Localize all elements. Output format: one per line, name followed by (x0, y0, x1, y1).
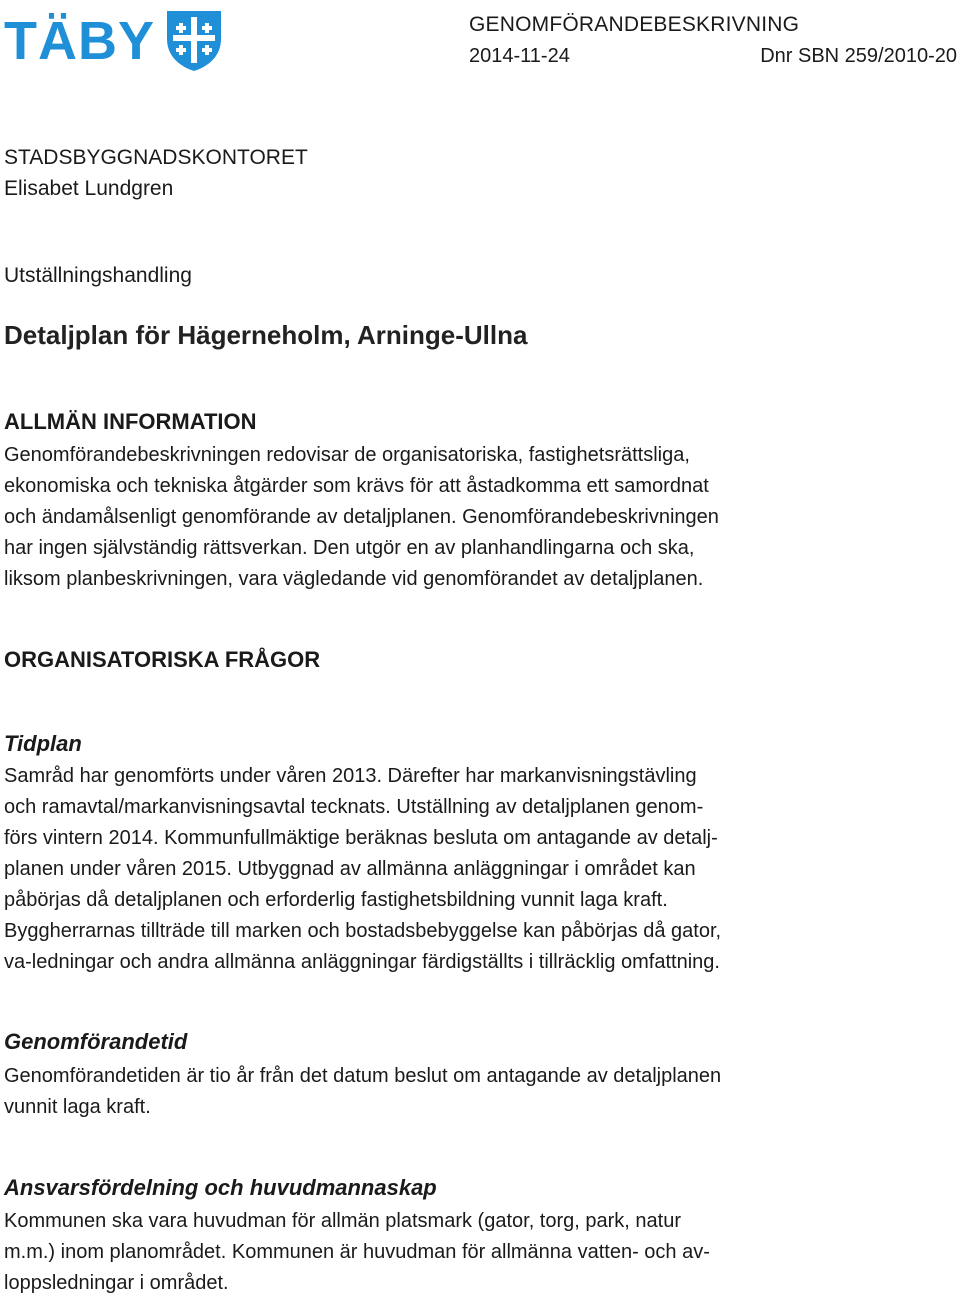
taby-logo (4, 6, 224, 76)
text-line: liksom planbeskrivningen, vara vägledande vid genomförandet av detaljplanen. (4, 568, 704, 590)
text-line: har ingen självständig rättsverkan. Den utgör en av planhandlingarna och ska, (4, 537, 695, 559)
text-line: Genomförandetiden är tio år från det datum beslut om antagande av detaljplanen (4, 1065, 722, 1087)
heading-genomforandetid: Genomförandetid (4, 1029, 188, 1054)
heading-ansvarsfordelning: Ansvarsfördelning och huvudmannaskap (4, 1175, 437, 1200)
text-line: Kommunen ska vara huvudman för allmän platsmark (gator, torg, park, natur (4, 1210, 681, 1232)
paragraph-tidplan (4, 761, 954, 978)
heading-tidplan: Tidplan (4, 731, 82, 756)
document-dnr: Dnr SBN 259/2010-20 (760, 45, 957, 67)
text-line: förs vintern 2014. Kommunfullmäktige beräknas besluta om antagande av detalj- (4, 827, 718, 849)
logo-wordmark: TÄBY (4, 11, 155, 71)
text-line: vunnit laga kraft. (4, 1096, 151, 1118)
heading-organisatoriska-fragor: ORGANISATORISKA FRÅGOR (4, 647, 321, 672)
sender-department: STADSBYGGNADSKONTORET (4, 146, 308, 169)
text-line: Genomförandebeskrivningen redovisar de organisatoriska, fastighetsrättsliga, (4, 444, 690, 466)
text-line: Byggherrarnas tillträde till marken och bostadsbebyggelse kan påbörjas då gator, (4, 920, 722, 942)
taby-crest-icon (165, 9, 223, 73)
text-line: och ändamålsenligt genomförande av detaljplanen. Genomförandebeskrivningen (4, 506, 719, 528)
document-date: 2014-11-24 (469, 45, 570, 67)
heading-allman-information: ALLMÄN INFORMATION (4, 409, 257, 434)
paragraph-genomforandetid (4, 1061, 954, 1123)
text-line: loppsledningar i området. (4, 1272, 229, 1294)
page-title: Detaljplan för Hägerneholm, Arninge-Ullna (4, 320, 528, 350)
text-line: Samråd har genomförts under våren 2013. Därefter har markanvisningstävling (4, 765, 697, 787)
sender-name: Elisabet Lundgren (4, 177, 174, 200)
document-type: GENOMFÖRANDEBESKRIVNING (469, 13, 800, 36)
text-line: och ramavtal/markanvisningsavtal tecknats. Utställning av detaljplanen genom- (4, 796, 704, 818)
text-line: planen under våren 2015. Utbyggnad av allmänna anläggningar i området kan (4, 858, 696, 880)
text-line: m.m.) inom planområdet. Kommunen är huvudman för allmänna vatten- och av- (4, 1241, 710, 1263)
text-line: ekonomiska och tekniska åtgärder som krävs för att åstadkomma ett samordnat (4, 475, 709, 497)
sender-block (4, 142, 308, 204)
handling-type: Utställningshandling (4, 264, 192, 287)
paragraph-allman-information (4, 440, 954, 595)
text-line: va-ledningar och andra allmänna anläggningar färdigställts i tillräcklig omfattning. (4, 951, 720, 973)
paragraph-ansvarsfordelning (4, 1206, 954, 1299)
text-line: påbörjas då detaljplanen och erforderlig fastighetsbildning vunnit laga kraft. (4, 889, 668, 911)
